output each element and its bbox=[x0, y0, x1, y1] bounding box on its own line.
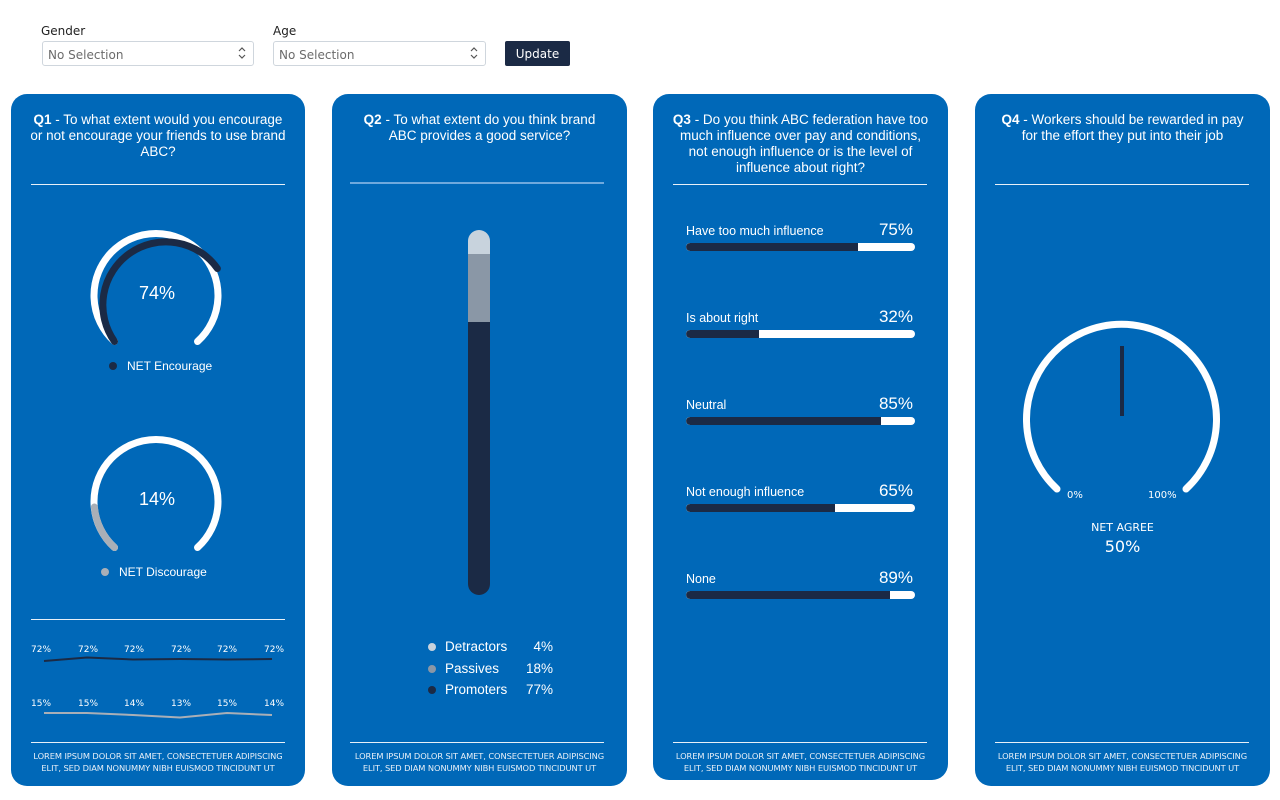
trend-value: 14% bbox=[124, 699, 145, 709]
bar-track bbox=[686, 591, 915, 599]
footer-text: LOREM IPSUM DOLOR SIT AMET, CONSECTETUER ADIPISCING ELIT, SED DIAM NONUMMY NIBH EUISMOD TINCIDUNT UT bbox=[33, 751, 283, 773]
q4-title: Q4 - Workers should be rewarded in pay for the effort they put into their job bbox=[1001, 112, 1244, 143]
divider bbox=[31, 619, 285, 620]
footer-text: LOREM IPSUM DOLOR SIT AMET, CONSECTETUER ADIPISCING ELIT, SED DIAM NONUMMY NIBH EUISMOD TINCIDUNT UT bbox=[997, 751, 1248, 773]
trend-value: 72% bbox=[217, 645, 238, 655]
light-dot-icon bbox=[428, 643, 436, 651]
bar-fill bbox=[686, 591, 890, 599]
navy-dot-icon bbox=[428, 686, 436, 694]
gauge-max-label: 100% bbox=[1148, 490, 1177, 501]
gauge-min-label: 0% bbox=[1067, 490, 1083, 501]
encourage-legend: NET Encourage bbox=[109, 359, 212, 373]
bar-label: Not enough influence bbox=[686, 485, 805, 499]
bar-fill bbox=[686, 243, 858, 251]
q3-title: Q3 - Do you think ABC federation have too much influence over pay and conditions, not enough influence or is the level of influence about right? bbox=[672, 112, 929, 175]
trend-value: 72% bbox=[264, 645, 285, 655]
detractors-segment bbox=[468, 230, 490, 254]
divider bbox=[31, 184, 285, 185]
age-label: Age bbox=[273, 24, 297, 38]
trend-value: 72% bbox=[171, 645, 192, 655]
trend-value: 15% bbox=[78, 699, 99, 709]
trend-value: 72% bbox=[124, 645, 145, 655]
footer-text: LOREM IPSUM DOLOR SIT AMET, CONSECTETUER ADIPISCING ELIT, SED DIAM NONUMMY NIBH EUISMOD TINCIDUNT UT bbox=[675, 751, 926, 773]
discourage-legend: NET Discourage bbox=[101, 565, 207, 579]
q4-card bbox=[975, 94, 1270, 786]
net-agree-label: NET AGREE bbox=[1091, 521, 1154, 534]
q2-title: Q2 - To what extent do you think brand ABC provides a good service? bbox=[363, 112, 596, 143]
bar-label: None bbox=[686, 572, 716, 586]
bar-track bbox=[686, 243, 915, 251]
bar-value: 85% bbox=[878, 394, 913, 413]
bar-track bbox=[686, 417, 915, 425]
q1-card bbox=[11, 94, 305, 786]
bar-track bbox=[686, 330, 915, 338]
trend-value: 72% bbox=[31, 645, 52, 655]
footer-text: LOREM IPSUM DOLOR SIT AMET, CONSECTETUER ADIPISCING ELIT, SED DIAM NONUMMY NIBH EUISMOD TINCIDUNT UT bbox=[354, 751, 605, 773]
promoters-segment bbox=[468, 322, 490, 595]
q1-title: Q1 - To what extent would you encourage or not encourage your friends to use brand ABC? bbox=[30, 112, 286, 159]
gender-label: Gender bbox=[41, 24, 86, 38]
encourage-value: 74% bbox=[138, 283, 176, 303]
trend-value: 13% bbox=[171, 699, 192, 709]
bar-value: 32% bbox=[878, 307, 913, 326]
discourage-trend-line bbox=[11, 704, 305, 724]
gender-select[interactable] bbox=[42, 41, 254, 66]
bar-value: 65% bbox=[878, 481, 913, 500]
update-button[interactable]: Update bbox=[505, 41, 570, 66]
bar-fill bbox=[686, 417, 881, 425]
updown-chevron-icon bbox=[469, 45, 479, 61]
filter-bar bbox=[0, 0, 1280, 90]
gray-dot-icon bbox=[428, 665, 436, 673]
bar-fill bbox=[686, 330, 759, 338]
trend-value: 15% bbox=[31, 699, 52, 709]
gray-dot-icon bbox=[101, 568, 109, 576]
trend-value: 72% bbox=[78, 645, 99, 655]
bar-value: 75% bbox=[878, 220, 913, 239]
net-agree-gauge bbox=[1020, 316, 1225, 496]
q2-card: Q2 - To what extent do you think brand ABC provides a good service? Detractors 4% Passives 18% Promoters 77% LOREM IPSUM DOLOR SIT AMET, CONSECTETUER ADIPISCING ELIT, SED DIAM NONUMMY NIBH EUISMOD TINCIDUNT UT bbox=[332, 94, 627, 786]
divider bbox=[995, 184, 1249, 185]
bar-label: Neutral bbox=[686, 398, 727, 412]
divider bbox=[350, 742, 604, 743]
divider bbox=[673, 184, 927, 185]
gender-select-value: No Selection bbox=[48, 48, 124, 62]
bar-value: 89% bbox=[878, 568, 913, 587]
net-agree-value: 50% bbox=[1104, 537, 1141, 556]
encourage-trend-line bbox=[11, 649, 305, 669]
passives-segment bbox=[468, 254, 490, 322]
updown-chevron-icon bbox=[237, 45, 247, 61]
bar-track bbox=[686, 504, 915, 512]
trend-value: 14% bbox=[264, 699, 285, 709]
divider bbox=[673, 742, 927, 743]
divider bbox=[350, 182, 604, 184]
divider bbox=[31, 742, 285, 743]
navy-dot-icon bbox=[109, 362, 117, 370]
trend-value: 15% bbox=[217, 699, 238, 709]
bar-label: Is about right bbox=[686, 311, 759, 325]
nps-stacked-bar bbox=[468, 230, 490, 595]
age-select-value: No Selection bbox=[279, 48, 355, 62]
divider bbox=[995, 742, 1249, 743]
discourage-value: 14% bbox=[138, 489, 176, 509]
age-select[interactable] bbox=[273, 41, 486, 66]
q3-card bbox=[653, 94, 948, 780]
bar-label: Have too much influence bbox=[686, 224, 824, 238]
bar-fill bbox=[686, 504, 835, 512]
